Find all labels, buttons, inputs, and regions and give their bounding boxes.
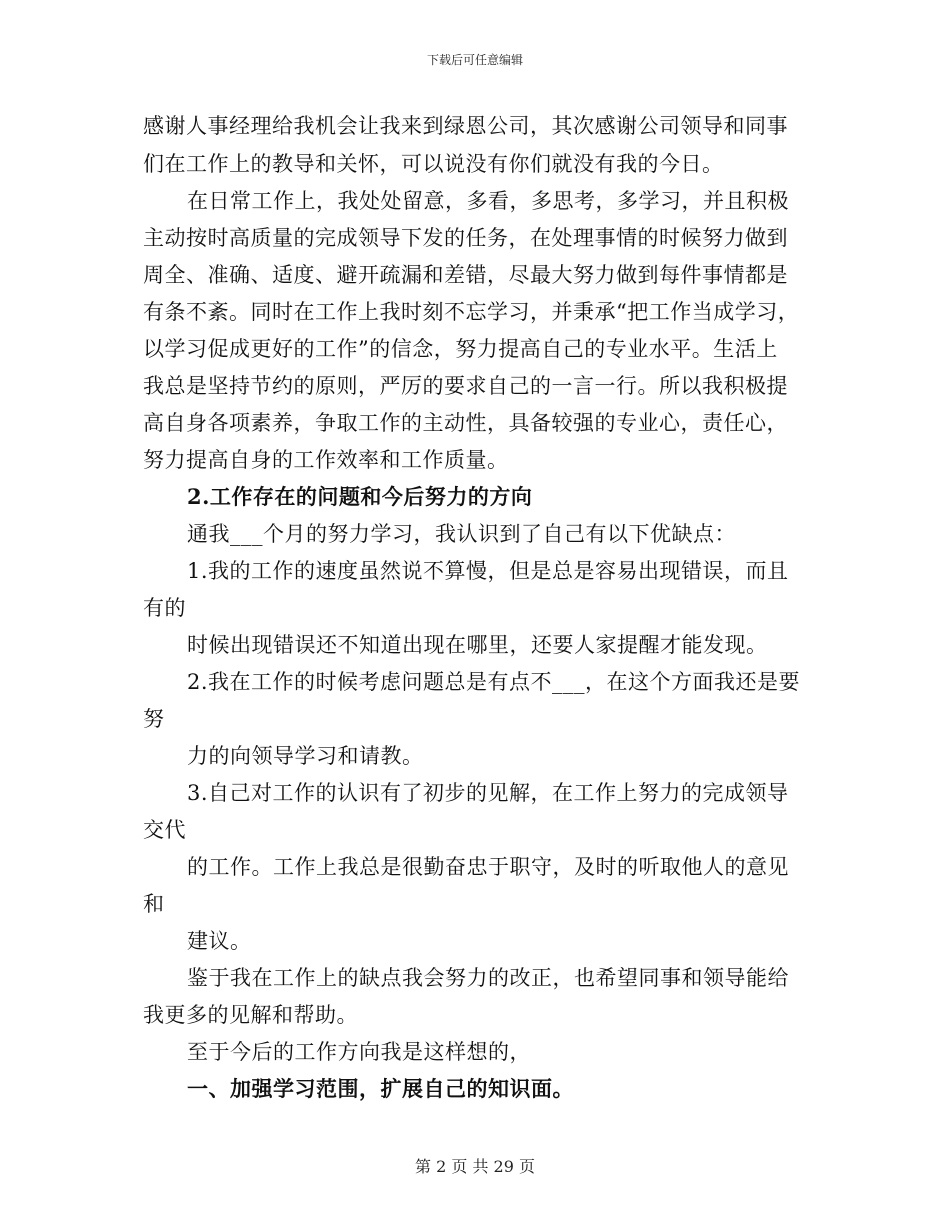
paragraph-line: 通我___个月的努力学习，我认识到了自己有以下优缺点： bbox=[187, 522, 736, 546]
paragraph-line: 3.自己对工作的认识有了初步的见解，在工作上努力的完成领导 bbox=[187, 781, 789, 805]
paragraph-line: 鉴于我在工作上的缺点我会努力的改正，也希望同事和领导能给 bbox=[187, 966, 789, 990]
page-number: 第 2 页 共 29 页 bbox=[415, 1157, 535, 1176]
paragraph-line: 我总是坚持节约的原则，严厉的要求自己的一言一行。所以我积极提 bbox=[143, 374, 788, 398]
page-header: 下载后可任意编辑 bbox=[426, 53, 523, 67]
paragraph-line: 们在工作上的教导和关怀，可以说没有你们就没有我的今日。 bbox=[143, 152, 724, 176]
paragraph-line: 有的 bbox=[143, 596, 186, 620]
section-heading: 2.工作存在的问题和今后努力的方向 bbox=[187, 484, 533, 509]
paragraph-line: 周全、准确、适度、避开疏漏和差错，尽最大努力做到每件事情都是 bbox=[143, 263, 788, 287]
paragraph-line: 时候出现错误还不知道出现在哪里，还要人家提醒才能发现。 bbox=[187, 633, 768, 657]
paragraph-line: 力的向领导学习和请教。 bbox=[187, 744, 424, 768]
paragraph-line: 以学习促成更好的工作”的信念，努力提高自己的专业水平。生活上 bbox=[143, 337, 778, 361]
paragraph-line: 交代 bbox=[143, 818, 186, 842]
paragraph-line: 的工作。工作上我总是很勤奋忠于职守，及时的听取他人的意见 bbox=[187, 855, 789, 879]
paragraph-line: 我更多的见解和帮助。 bbox=[143, 1003, 358, 1027]
paragraph-line: 有条不紊。同时在工作上我时刻不忘学习，并秉承“把工作当成学习， bbox=[143, 300, 800, 324]
paragraph-line: 高自身各项素养，争取工作的主动性，具备较强的专业心，责任心， bbox=[143, 411, 788, 435]
paragraph-line: 在日常工作上，我处处留意，多看，多思考，多学习，并且积极 bbox=[187, 189, 789, 213]
paragraph-line: 努 bbox=[143, 707, 165, 731]
paragraph-line: 至于今后的工作方向我是这样想的， bbox=[187, 1040, 531, 1064]
paragraph-line: 1.我的工作的速度虽然说不算慢，但是总是容易出现错误，而且 bbox=[187, 559, 789, 583]
paragraph-line: 感谢人事经理给我机会让我来到绿恩公司，其次感谢公司领导和同事 bbox=[143, 114, 788, 138]
paragraph-line: 2.我在工作的时候考虑问题总是有点不___，在这个方面我还是要 bbox=[187, 670, 801, 694]
paragraph-line: 努力提高自身的工作效率和工作质量。 bbox=[143, 448, 509, 472]
paragraph-line: 主动按时高质量的完成领导下发的任务，在处理事情的时候努力做到 bbox=[143, 226, 788, 250]
paragraph-line: 和 bbox=[143, 892, 165, 916]
paragraph-line: 建议。 bbox=[187, 929, 252, 953]
section-heading: 一、加强学习范围，扩展自己的知识面。 bbox=[187, 1076, 574, 1101]
